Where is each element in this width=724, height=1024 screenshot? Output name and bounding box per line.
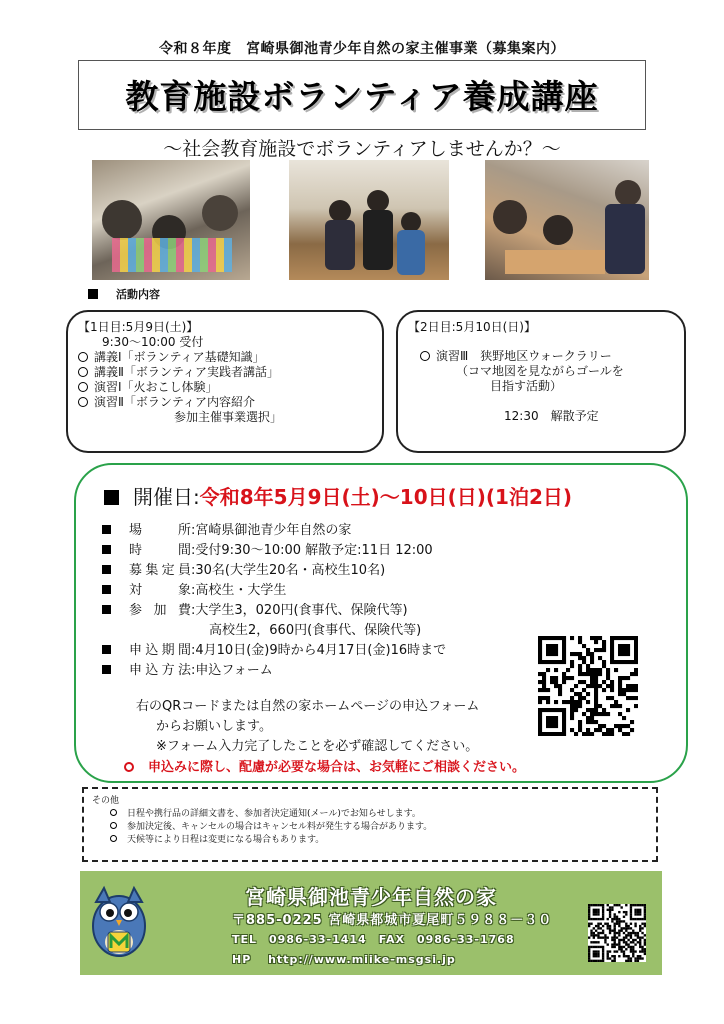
circle-bullet-icon bbox=[78, 382, 88, 392]
footer-facility-name: 宮崎県御池青少年自然の家 bbox=[245, 885, 497, 909]
day1-item: 演習Ⅱ「ボランティア内容紹介 bbox=[78, 395, 372, 410]
footer-address: 〒885-0225 宮崎県都城市夏尾町５９８８－３０ bbox=[232, 913, 553, 928]
event-date-row bbox=[104, 481, 572, 510]
detail-fee-high: 高校生2，660円(食事代、保険代等) bbox=[209, 623, 422, 638]
owl-mascot-icon bbox=[86, 880, 152, 962]
misc-item: 参加決定後、キャンセルの場合はキャンセル料が発生する場合があります。 bbox=[92, 821, 648, 834]
day1-item: 演習Ⅰ「火おこし体験」 bbox=[78, 380, 372, 395]
photo-workshop bbox=[485, 160, 649, 280]
day1-title: 【1日目:5月9日(土)】 bbox=[78, 320, 199, 334]
photo-lecture bbox=[92, 160, 250, 280]
event-date-label: 開催日: bbox=[133, 485, 200, 509]
circle-bullet-icon bbox=[110, 822, 117, 829]
day2-title: 【2日目:5月10日(日)】 bbox=[408, 320, 536, 334]
misc-item: 日程や携行品の詳細文書を、参加者決定通知(メール)でお知らせします。 bbox=[92, 808, 648, 821]
day1-item: 講義Ⅱ「ボランティア実践者講話」 bbox=[78, 365, 372, 380]
square-bullet-icon bbox=[88, 289, 98, 299]
footer-homepage[interactable]: HP http://www.miike-msgsi.jp bbox=[232, 953, 456, 966]
circle-bullet-icon bbox=[78, 352, 88, 362]
detail-fee: 参 加 費:大学生3，020円(食事代、保険代等) bbox=[102, 599, 408, 618]
square-bullet-icon bbox=[102, 665, 111, 674]
detail-method: 申込方法:申込フォーム bbox=[102, 659, 273, 678]
detail-place: 場 所:宮崎県御池青少年自然の家 bbox=[102, 519, 351, 538]
day1-reception: 9:30～10:00 受付 bbox=[102, 335, 204, 349]
detail-period: 申込期間:4月10日(金)9時から4月17日(金)16時まで bbox=[102, 639, 446, 658]
circle-bullet-icon bbox=[78, 397, 88, 407]
circle-bullet-icon bbox=[124, 762, 134, 772]
page-title: 教育施設ボランティア養成講座 bbox=[125, 77, 599, 116]
day2-schedule-box bbox=[396, 310, 686, 453]
square-bullet-icon bbox=[102, 545, 111, 554]
square-bullet-icon bbox=[102, 605, 111, 614]
day2-dismissal: 12:30 解散予定 bbox=[504, 409, 599, 423]
misc-title: その他 bbox=[92, 796, 120, 806]
title-box bbox=[78, 60, 646, 130]
square-bullet-icon bbox=[102, 525, 111, 534]
circle-bullet-icon bbox=[110, 835, 117, 842]
detail-capacity: 募集定員:30名(大学生20名・高校生10名) bbox=[102, 559, 385, 578]
form-note: 右のQRコードまたは自然の家ホームページの申込フォーム からお願いします。 ※フォーム入力完了したことを必ず確認してください。 bbox=[136, 699, 480, 754]
square-bullet-icon bbox=[104, 490, 119, 505]
misc-notes-box bbox=[82, 787, 658, 862]
footer-banner bbox=[80, 871, 662, 975]
day1-item: 講義Ⅰ「ボランティア基礎知識」 bbox=[78, 350, 372, 365]
qr-code-application[interactable] bbox=[538, 636, 638, 736]
photo-activity bbox=[289, 160, 449, 280]
day1-item-continuation: 参加主催事業選択」 bbox=[174, 410, 283, 424]
day2-item: 演習Ⅲ 狭野地区ウォークラリー bbox=[408, 349, 674, 364]
footer-contact: TEL 0986-33-1414 FAX 0986-33-1768 bbox=[232, 933, 515, 946]
misc-item: 天候等により日程は変更になる場合もあります。 bbox=[92, 834, 648, 847]
day1-schedule-box bbox=[66, 310, 384, 453]
circle-bullet-icon bbox=[110, 809, 117, 816]
header-top-line: 令和８年度 宮崎県御池青少年自然の家主催事業（募集案内） bbox=[159, 41, 565, 57]
qr-code-homepage[interactable] bbox=[588, 904, 646, 962]
detail-time: 時 間:受付9:30～10:00 解散予定:11日 12:00 bbox=[102, 539, 433, 558]
day2-item-sub: 目指す活動） bbox=[490, 379, 563, 393]
square-bullet-icon bbox=[102, 585, 111, 594]
activity-heading: 活動内容 bbox=[88, 286, 160, 302]
circle-bullet-icon bbox=[420, 351, 430, 361]
circle-bullet-icon bbox=[78, 367, 88, 377]
square-bullet-icon bbox=[102, 565, 111, 574]
caution-notice: 申込みに際し、配慮が必要な場合は、お気軽にご相談ください。 bbox=[124, 756, 525, 775]
page-subtitle: ～社会教育施設でボランティアしませんか？～ bbox=[163, 138, 561, 160]
event-date-value: 令和8年5月9日(土)～10日(日)(1泊2日) bbox=[199, 485, 573, 509]
detail-target: 対 象:高校生・大学生 bbox=[102, 579, 286, 598]
day2-item-sub: （コマ地図を見ながらゴールを bbox=[456, 364, 624, 378]
square-bullet-icon bbox=[102, 645, 111, 654]
